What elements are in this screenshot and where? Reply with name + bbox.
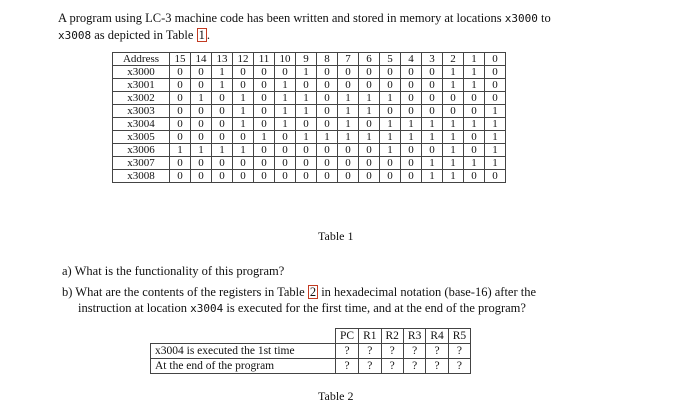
bit-header: 3 — [422, 53, 443, 66]
question-b — [62, 284, 642, 317]
bit-cell: 0 — [254, 66, 275, 79]
bit-cell: 0 — [485, 92, 506, 105]
empty-corner-cell — [151, 329, 336, 344]
question-b-text: is executed for the first time, and at the end of the program? — [223, 301, 526, 315]
memory-table — [112, 52, 506, 183]
memory-table-row — [113, 157, 506, 170]
bit-cell: 1 — [380, 144, 401, 157]
bit-cell: 1 — [422, 131, 443, 144]
bit-cell: 1 — [443, 144, 464, 157]
bit-header: 9 — [296, 53, 317, 66]
bit-cell: 1 — [443, 66, 464, 79]
register-table-row — [151, 359, 471, 374]
bit-header: 15 — [170, 53, 191, 66]
bit-cell: 0 — [254, 157, 275, 170]
bit-cell: 0 — [296, 144, 317, 157]
bit-cell: 1 — [170, 144, 191, 157]
bit-header: 2 — [443, 53, 464, 66]
bit-cell: 0 — [422, 144, 443, 157]
bit-cell: 0 — [191, 118, 212, 131]
bit-cell: 0 — [254, 79, 275, 92]
bit-cell: 0 — [338, 79, 359, 92]
bit-cell: 1 — [338, 118, 359, 131]
bit-cell: 0 — [170, 92, 191, 105]
intro-text: A program using LC-3 machine code has been written and stored in memory at locations — [58, 11, 505, 25]
bit-cell: 0 — [401, 66, 422, 79]
register-value-cell: ? — [336, 344, 359, 359]
register-header-pc: PC — [336, 329, 359, 344]
table-2-caption: Table 2 — [318, 389, 354, 403]
bit-cell: 0 — [401, 170, 422, 183]
bit-header: 5 — [380, 53, 401, 66]
bit-cell: 0 — [233, 131, 254, 144]
bit-cell: 1 — [338, 131, 359, 144]
memory-address-cell: x3001 — [113, 79, 170, 92]
bit-cell: 1 — [464, 118, 485, 131]
bit-cell: 0 — [212, 92, 233, 105]
bit-cell: 1 — [443, 118, 464, 131]
bit-cell: 0 — [296, 118, 317, 131]
register-value-cell: ? — [336, 359, 359, 374]
bit-cell: 0 — [191, 157, 212, 170]
bit-cell: 1 — [380, 131, 401, 144]
bit-cell: 1 — [422, 170, 443, 183]
bit-cell: 1 — [233, 118, 254, 131]
bit-cell: 0 — [275, 131, 296, 144]
bit-cell: 0 — [485, 170, 506, 183]
bit-cell: 0 — [170, 66, 191, 79]
memory-table-row — [113, 92, 506, 105]
bit-cell: 0 — [380, 66, 401, 79]
bit-cell: 0 — [170, 105, 191, 118]
memory-table-row — [113, 118, 506, 131]
bit-header: 1 — [464, 53, 485, 66]
bit-header: 12 — [233, 53, 254, 66]
bit-cell: 1 — [485, 131, 506, 144]
bit-cell: 0 — [254, 144, 275, 157]
memory-address-cell: x3007 — [113, 157, 170, 170]
start-address: x3000 — [504, 12, 538, 25]
register-value-cell: ? — [359, 359, 381, 374]
memory-table-header-row — [113, 53, 506, 66]
memory-table-row — [113, 105, 506, 118]
bit-cell: 0 — [296, 170, 317, 183]
bit-cell: 0 — [212, 118, 233, 131]
bit-cell: 0 — [191, 66, 212, 79]
bit-cell: 1 — [296, 131, 317, 144]
bit-cell: 1 — [443, 170, 464, 183]
bit-cell: 0 — [359, 118, 380, 131]
register-header-r3: R3 — [403, 329, 425, 344]
bit-cell: 0 — [233, 170, 254, 183]
bit-cell: 0 — [170, 118, 191, 131]
bit-cell: 0 — [233, 66, 254, 79]
bit-cell: 0 — [401, 105, 422, 118]
register-row-label: x3004 is executed the 1st time — [151, 344, 336, 359]
bit-cell: 1 — [380, 118, 401, 131]
bit-cell: 0 — [359, 79, 380, 92]
intro-text: to — [537, 11, 551, 25]
bit-cell: 0 — [170, 79, 191, 92]
bit-cell: 0 — [170, 170, 191, 183]
bit-cell: 0 — [485, 66, 506, 79]
register-value-cell: ? — [403, 344, 425, 359]
bit-cell: 0 — [254, 105, 275, 118]
bit-cell: 0 — [338, 66, 359, 79]
end-address: x3008 — [58, 29, 92, 42]
bit-cell: 0 — [338, 170, 359, 183]
bit-cell: 0 — [170, 157, 191, 170]
bit-cell: 1 — [443, 157, 464, 170]
bit-header: 7 — [338, 53, 359, 66]
bit-cell: 1 — [359, 105, 380, 118]
bit-cell: 1 — [296, 66, 317, 79]
bit-cell: 0 — [359, 144, 380, 157]
bit-cell: 0 — [317, 79, 338, 92]
bit-cell: 1 — [464, 66, 485, 79]
intro-text: . — [206, 28, 210, 42]
bit-cell: 0 — [401, 157, 422, 170]
bit-cell: 0 — [212, 131, 233, 144]
bit-cell: 0 — [317, 92, 338, 105]
register-header-r1: R1 — [359, 329, 381, 344]
memory-table-row — [113, 66, 506, 79]
memory-table-row — [113, 79, 506, 92]
register-value-cell: ? — [381, 344, 403, 359]
bit-cell: 0 — [338, 144, 359, 157]
bit-cell: 0 — [254, 92, 275, 105]
bit-cell: 0 — [401, 144, 422, 157]
bit-cell: 0 — [464, 170, 485, 183]
bit-cell: 0 — [317, 66, 338, 79]
intro-text: as depicted in Table — [91, 28, 197, 42]
bit-cell: 0 — [212, 170, 233, 183]
register-value-cell: ? — [448, 344, 470, 359]
bit-cell: 0 — [296, 157, 317, 170]
bit-cell: 0 — [254, 118, 275, 131]
bit-cell: 0 — [422, 92, 443, 105]
bit-cell: 1 — [443, 131, 464, 144]
bit-cell: 0 — [275, 157, 296, 170]
bit-cell: 0 — [464, 144, 485, 157]
bit-cell: 1 — [443, 79, 464, 92]
bit-cell: 0 — [317, 105, 338, 118]
bit-cell: 0 — [422, 66, 443, 79]
memory-address-cell: x3006 — [113, 144, 170, 157]
bit-cell: 0 — [401, 79, 422, 92]
problem-intro — [58, 10, 658, 44]
bit-cell: 0 — [233, 157, 254, 170]
bit-cell: 0 — [443, 92, 464, 105]
memory-address-cell: x3008 — [113, 170, 170, 183]
bit-cell: 0 — [212, 105, 233, 118]
bit-cell: 1 — [338, 105, 359, 118]
bit-cell: 1 — [380, 92, 401, 105]
bit-cell: 1 — [254, 131, 275, 144]
bit-cell: 0 — [359, 170, 380, 183]
bit-cell: 1 — [359, 131, 380, 144]
bit-header: 10 — [275, 53, 296, 66]
bit-cell: 1 — [422, 157, 443, 170]
bit-cell: 0 — [317, 144, 338, 157]
table-1-reference-link[interactable]: 1 — [198, 28, 205, 42]
bit-cell: 1 — [401, 118, 422, 131]
address-column-header: Address — [113, 53, 170, 66]
bit-cell: 0 — [464, 105, 485, 118]
memory-table-row — [113, 131, 506, 144]
question-a: a) What is the functionality of this program? — [62, 264, 285, 278]
bit-cell: 0 — [380, 79, 401, 92]
question-b-text: b) What are the contents of the registers in Table — [62, 285, 308, 299]
table-2-reference-link[interactable]: 2 — [309, 285, 317, 299]
bit-cell: 1 — [212, 144, 233, 157]
bit-cell: 1 — [485, 105, 506, 118]
register-header-r5: R5 — [448, 329, 470, 344]
bit-cell: 0 — [170, 131, 191, 144]
bit-cell: 1 — [296, 105, 317, 118]
register-table — [150, 328, 471, 374]
bit-cell: 1 — [275, 92, 296, 105]
bit-cell: 1 — [233, 105, 254, 118]
bit-cell: 1 — [275, 118, 296, 131]
bit-cell: 0 — [275, 170, 296, 183]
question-b-text: instruction at location — [78, 301, 191, 315]
register-value-cell: ? — [426, 344, 448, 359]
instruction-address: x3004 — [190, 302, 224, 315]
bit-cell: 1 — [191, 144, 212, 157]
bit-cell: 0 — [191, 131, 212, 144]
bit-cell: 0 — [359, 66, 380, 79]
bit-cell: 0 — [254, 170, 275, 183]
bit-cell: 0 — [401, 92, 422, 105]
bit-cell: 1 — [401, 131, 422, 144]
bit-cell: 0 — [338, 157, 359, 170]
bit-cell: 0 — [275, 144, 296, 157]
memory-address-cell: x3002 — [113, 92, 170, 105]
table-1-caption: Table 1 — [318, 229, 354, 243]
bit-cell: 1 — [464, 79, 485, 92]
bit-cell: 1 — [191, 92, 212, 105]
bit-cell: 1 — [485, 118, 506, 131]
bit-header: 8 — [317, 53, 338, 66]
register-table-row — [151, 344, 471, 359]
bit-cell: 0 — [275, 66, 296, 79]
memory-address-cell: x3003 — [113, 105, 170, 118]
bit-cell: 1 — [359, 92, 380, 105]
register-value-cell: ? — [359, 344, 381, 359]
bit-cell: 1 — [212, 66, 233, 79]
bit-cell: 1 — [233, 92, 254, 105]
bit-cell: 1 — [317, 131, 338, 144]
bit-header: 13 — [212, 53, 233, 66]
register-row-label: At the end of the program — [151, 359, 336, 374]
bit-cell: 0 — [464, 131, 485, 144]
memory-address-cell: x3000 — [113, 66, 170, 79]
bit-header: 11 — [254, 53, 275, 66]
bit-cell: 0 — [359, 157, 380, 170]
bit-cell: 0 — [422, 105, 443, 118]
register-table-header-row — [151, 329, 471, 344]
bit-cell: 0 — [191, 105, 212, 118]
memory-address-cell: x3005 — [113, 131, 170, 144]
bit-cell: 1 — [464, 157, 485, 170]
memory-table-row — [113, 144, 506, 157]
bit-cell: 0 — [443, 105, 464, 118]
bit-cell: 0 — [317, 170, 338, 183]
bit-cell: 1 — [275, 105, 296, 118]
question-b-text: in hexadecimal notation (base-16) after the — [318, 285, 537, 299]
bit-cell: 1 — [233, 144, 254, 157]
register-value-cell: ? — [381, 359, 403, 374]
bit-cell: 1 — [485, 144, 506, 157]
bit-header: 6 — [359, 53, 380, 66]
bit-cell: 1 — [275, 79, 296, 92]
bit-header: 4 — [401, 53, 422, 66]
bit-cell: 0 — [422, 79, 443, 92]
bit-header: 14 — [191, 53, 212, 66]
bit-cell: 0 — [380, 170, 401, 183]
bit-cell: 0 — [212, 157, 233, 170]
register-header-r2: R2 — [381, 329, 403, 344]
bit-cell: 0 — [380, 105, 401, 118]
register-header-r4: R4 — [426, 329, 448, 344]
bit-cell: 1 — [212, 79, 233, 92]
bit-cell: 1 — [338, 92, 359, 105]
bit-cell: 0 — [317, 118, 338, 131]
register-value-cell: ? — [448, 359, 470, 374]
bit-cell: 0 — [317, 157, 338, 170]
memory-table-row — [113, 170, 506, 183]
memory-address-cell: x3004 — [113, 118, 170, 131]
bit-cell: 0 — [380, 157, 401, 170]
bit-cell: 1 — [485, 157, 506, 170]
bit-cell: 0 — [191, 170, 212, 183]
bit-header: 0 — [485, 53, 506, 66]
bit-cell: 0 — [464, 92, 485, 105]
register-value-cell: ? — [426, 359, 448, 374]
bit-cell: 0 — [296, 79, 317, 92]
bit-cell: 0 — [191, 79, 212, 92]
bit-cell: 1 — [422, 118, 443, 131]
bit-cell: 0 — [485, 79, 506, 92]
bit-cell: 0 — [233, 79, 254, 92]
register-value-cell: ? — [403, 359, 425, 374]
bit-cell: 1 — [296, 92, 317, 105]
